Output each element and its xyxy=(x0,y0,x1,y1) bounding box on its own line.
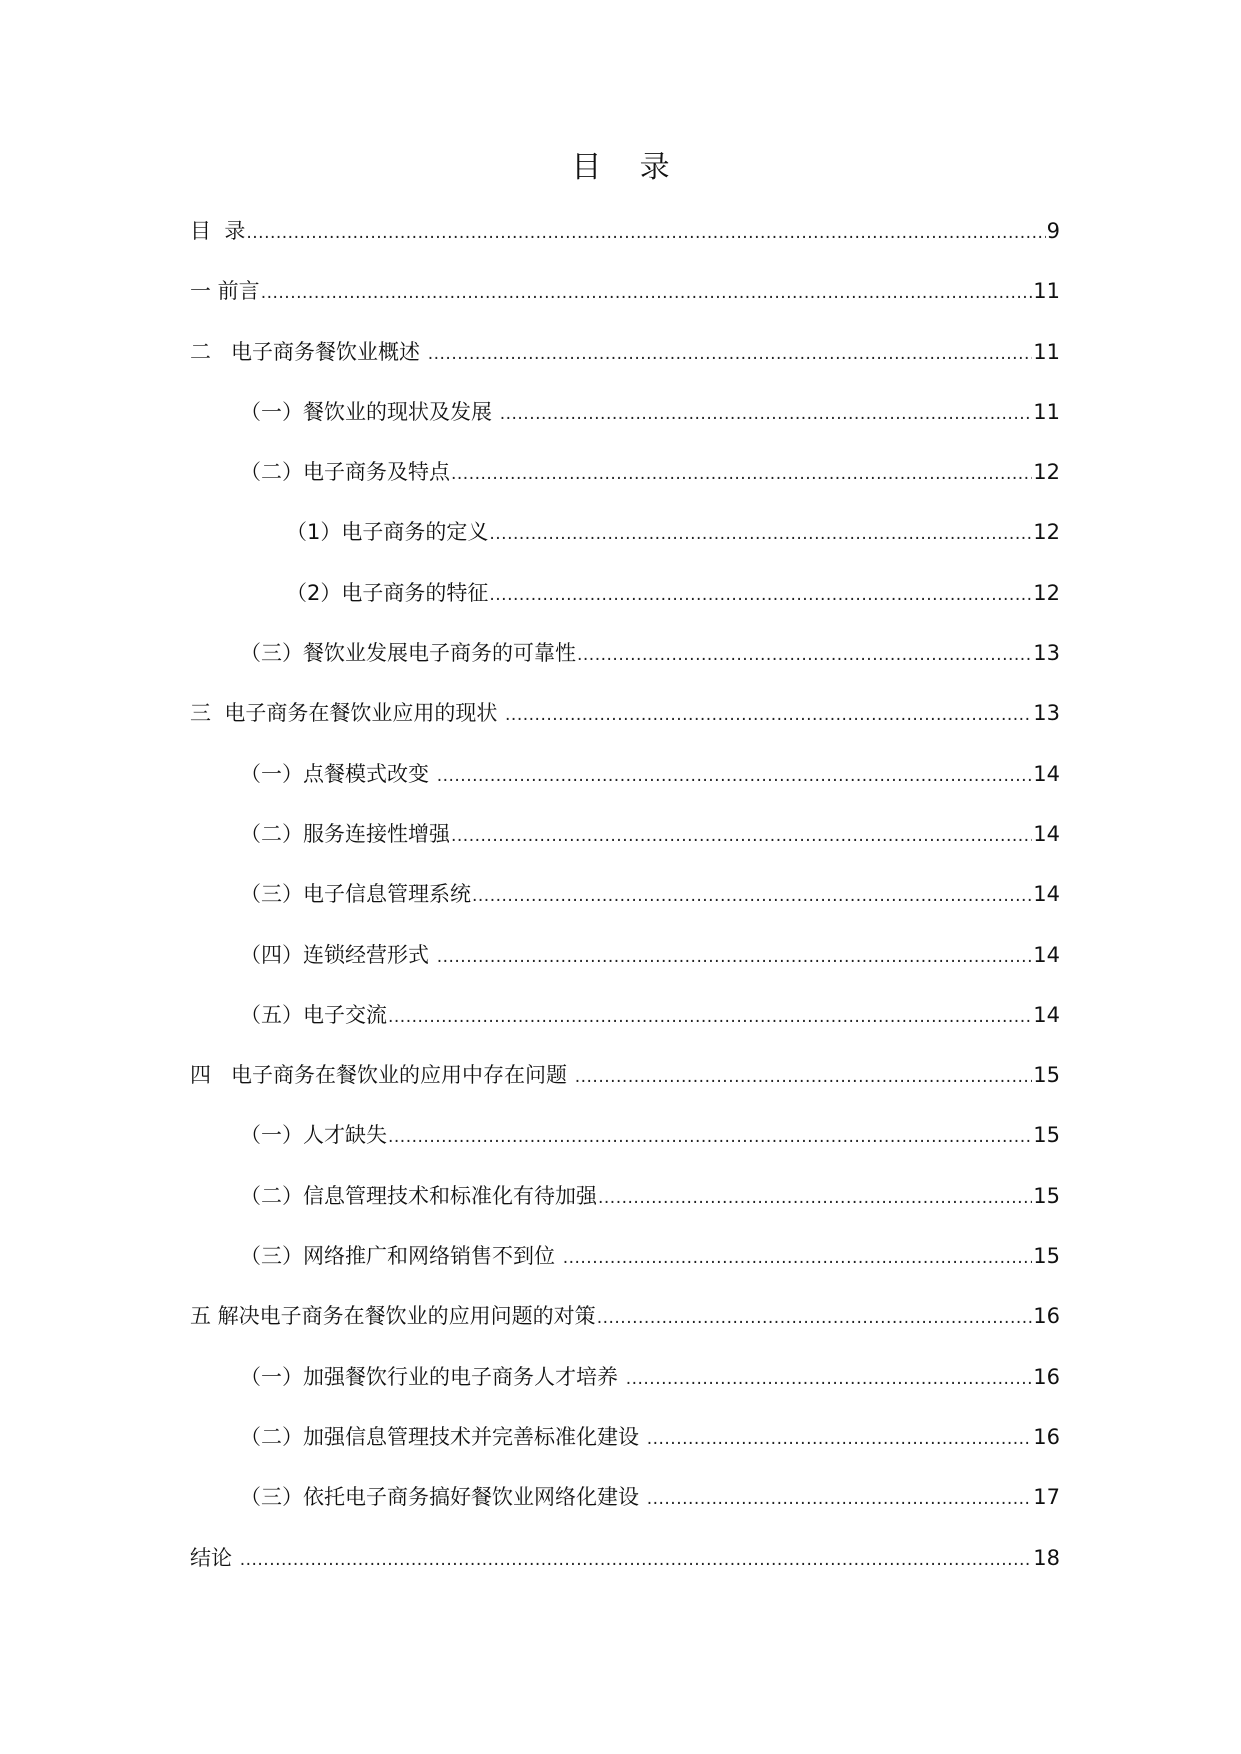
toc-entry[interactable] xyxy=(190,1482,1060,1542)
toc-page-number: 15 xyxy=(1033,1123,1060,1148)
toc-entry-label: 五 解决电子商务在餐饮业的应用问题的对策 xyxy=(190,1304,596,1329)
toc-page-number: 9 xyxy=(1046,219,1060,243)
toc-entry[interactable] xyxy=(190,276,1060,336)
toc-dot-leader xyxy=(437,761,1033,791)
toc-heading: 目 录 xyxy=(571,150,670,185)
toc-entry[interactable] xyxy=(190,1543,1060,1603)
toc-page-number: 14 xyxy=(1033,821,1060,846)
toc-page-number: 11 xyxy=(1033,399,1060,424)
toc-entry-label: （二）信息管理技术和标准化有待加强 xyxy=(240,1183,597,1208)
toc-entry[interactable] xyxy=(190,397,1060,457)
toc-dot-leader xyxy=(240,1545,1033,1575)
toc-dot-leader xyxy=(472,881,1032,911)
toc-entry-label: （一）人才缺失 xyxy=(240,1123,387,1148)
toc-dot-leader xyxy=(598,1183,1032,1213)
toc-entry[interactable] xyxy=(190,759,1060,819)
toc-dot-leader xyxy=(597,1303,1033,1333)
toc-dot-leader xyxy=(647,1424,1033,1454)
toc-entry-label: 结论 xyxy=(190,1545,239,1570)
toc-entry[interactable] xyxy=(190,1422,1060,1482)
toc-entry[interactable] xyxy=(190,337,1060,397)
toc-entry[interactable] xyxy=(190,1000,1060,1060)
toc-page-number: 14 xyxy=(1033,882,1060,907)
toc-entry-label: （2）电子商务的特征 xyxy=(286,580,489,605)
toc-dot-leader xyxy=(577,640,1032,670)
toc-page-number: 16 xyxy=(1033,1424,1060,1449)
toc-dot-leader xyxy=(437,942,1033,972)
toc-page-number: 16 xyxy=(1033,1304,1060,1329)
toc-entry-label: （1）电子商务的定义 xyxy=(286,520,489,545)
toc-entry-label: （四）连锁经营形式 xyxy=(240,942,436,967)
toc-dot-leader xyxy=(489,519,1032,549)
toc-entry-label: 四 电子商务在餐饮业的应用中存在问题 xyxy=(190,1063,574,1088)
table-of-contents xyxy=(190,216,1060,1603)
toc-page-number: 14 xyxy=(1033,942,1060,967)
toc-entry-label: 一 前言 xyxy=(190,279,260,304)
toc-dot-leader xyxy=(505,700,1032,730)
toc-entry[interactable] xyxy=(190,819,1060,879)
toc-dot-leader xyxy=(575,1062,1033,1092)
toc-entry-label: （一）餐饮业的现状及发展 xyxy=(240,399,499,424)
toc-entry-label: 目 录 xyxy=(190,219,246,243)
toc-dot-leader xyxy=(428,339,1033,369)
toc-entry[interactable] xyxy=(190,457,1060,517)
toc-entry[interactable] xyxy=(190,517,1060,577)
toc-entry[interactable] xyxy=(190,1181,1060,1241)
toc-entry[interactable] xyxy=(190,698,1060,758)
toc-dot-leader xyxy=(388,1122,1032,1152)
toc-entry-label: （二）电子商务及特点 xyxy=(240,460,450,485)
toc-page-number: 18 xyxy=(1033,1545,1060,1570)
toc-dot-leader xyxy=(626,1364,1033,1394)
toc-page-number: 15 xyxy=(1033,1063,1060,1088)
toc-entry-label: （一）点餐模式改变 xyxy=(240,761,436,786)
toc-entry-label: 二 电子商务餐饮业概述 xyxy=(190,339,427,364)
toc-page-number: 14 xyxy=(1033,1002,1060,1027)
toc-entry-label: （三）电子信息管理系统 xyxy=(240,882,471,907)
toc-page-number: 15 xyxy=(1033,1183,1060,1208)
toc-dot-leader xyxy=(489,580,1032,610)
toc-entry[interactable] xyxy=(190,638,1060,698)
toc-entry[interactable] xyxy=(190,1241,1060,1301)
toc-entry[interactable] xyxy=(190,1120,1060,1180)
toc-dot-leader xyxy=(451,459,1032,489)
toc-entry[interactable] xyxy=(190,216,1060,276)
toc-entry-label: （二）加强信息管理技术并完善标准化建设 xyxy=(240,1424,646,1449)
toc-dot-leader xyxy=(261,278,1033,308)
toc-entry[interactable] xyxy=(190,578,1060,638)
toc-page-number: 13 xyxy=(1033,641,1060,666)
toc-page-number: 16 xyxy=(1033,1364,1060,1389)
toc-page-number: 13 xyxy=(1033,701,1060,726)
toc-page-number: 17 xyxy=(1033,1485,1060,1510)
toc-dot-leader xyxy=(647,1484,1033,1514)
toc-entry-label: （五）电子交流 xyxy=(240,1002,387,1027)
toc-page-number: 12 xyxy=(1033,460,1060,485)
toc-entry[interactable] xyxy=(190,1301,1060,1361)
toc-entry-label: （三）餐饮业发展电子商务的可靠性 xyxy=(240,641,576,666)
toc-page-number: 12 xyxy=(1033,580,1060,605)
toc-page-number: 12 xyxy=(1033,520,1060,545)
toc-entry[interactable] xyxy=(190,1362,1060,1422)
toc-entry-label: （一）加强餐饮行业的电子商务人才培养 xyxy=(240,1364,625,1389)
toc-entry-label: （三）依托电子商务搞好餐饮业网络化建设 xyxy=(240,1485,646,1510)
toc-entry[interactable] xyxy=(190,879,1060,939)
toc-dot-leader xyxy=(563,1243,1033,1273)
toc-dot-leader xyxy=(500,399,1033,429)
toc-dot-leader xyxy=(388,1002,1032,1032)
toc-page-number: 11 xyxy=(1033,339,1060,364)
toc-dot-leader xyxy=(451,821,1032,851)
toc-entry-label: 三 电子商务在餐饮业应用的现状 xyxy=(190,701,505,726)
toc-entry[interactable] xyxy=(190,940,1060,1000)
toc-entry-label: （二）服务连接性增强 xyxy=(240,821,450,846)
toc-entry-label: （三）网络推广和网络销售不到位 xyxy=(240,1244,562,1269)
toc-page-number: 11 xyxy=(1033,279,1060,304)
toc-entry[interactable] xyxy=(190,1060,1060,1120)
toc-dot-leader xyxy=(246,218,1045,248)
toc-page-number: 15 xyxy=(1033,1244,1060,1269)
toc-page-number: 14 xyxy=(1033,761,1060,786)
